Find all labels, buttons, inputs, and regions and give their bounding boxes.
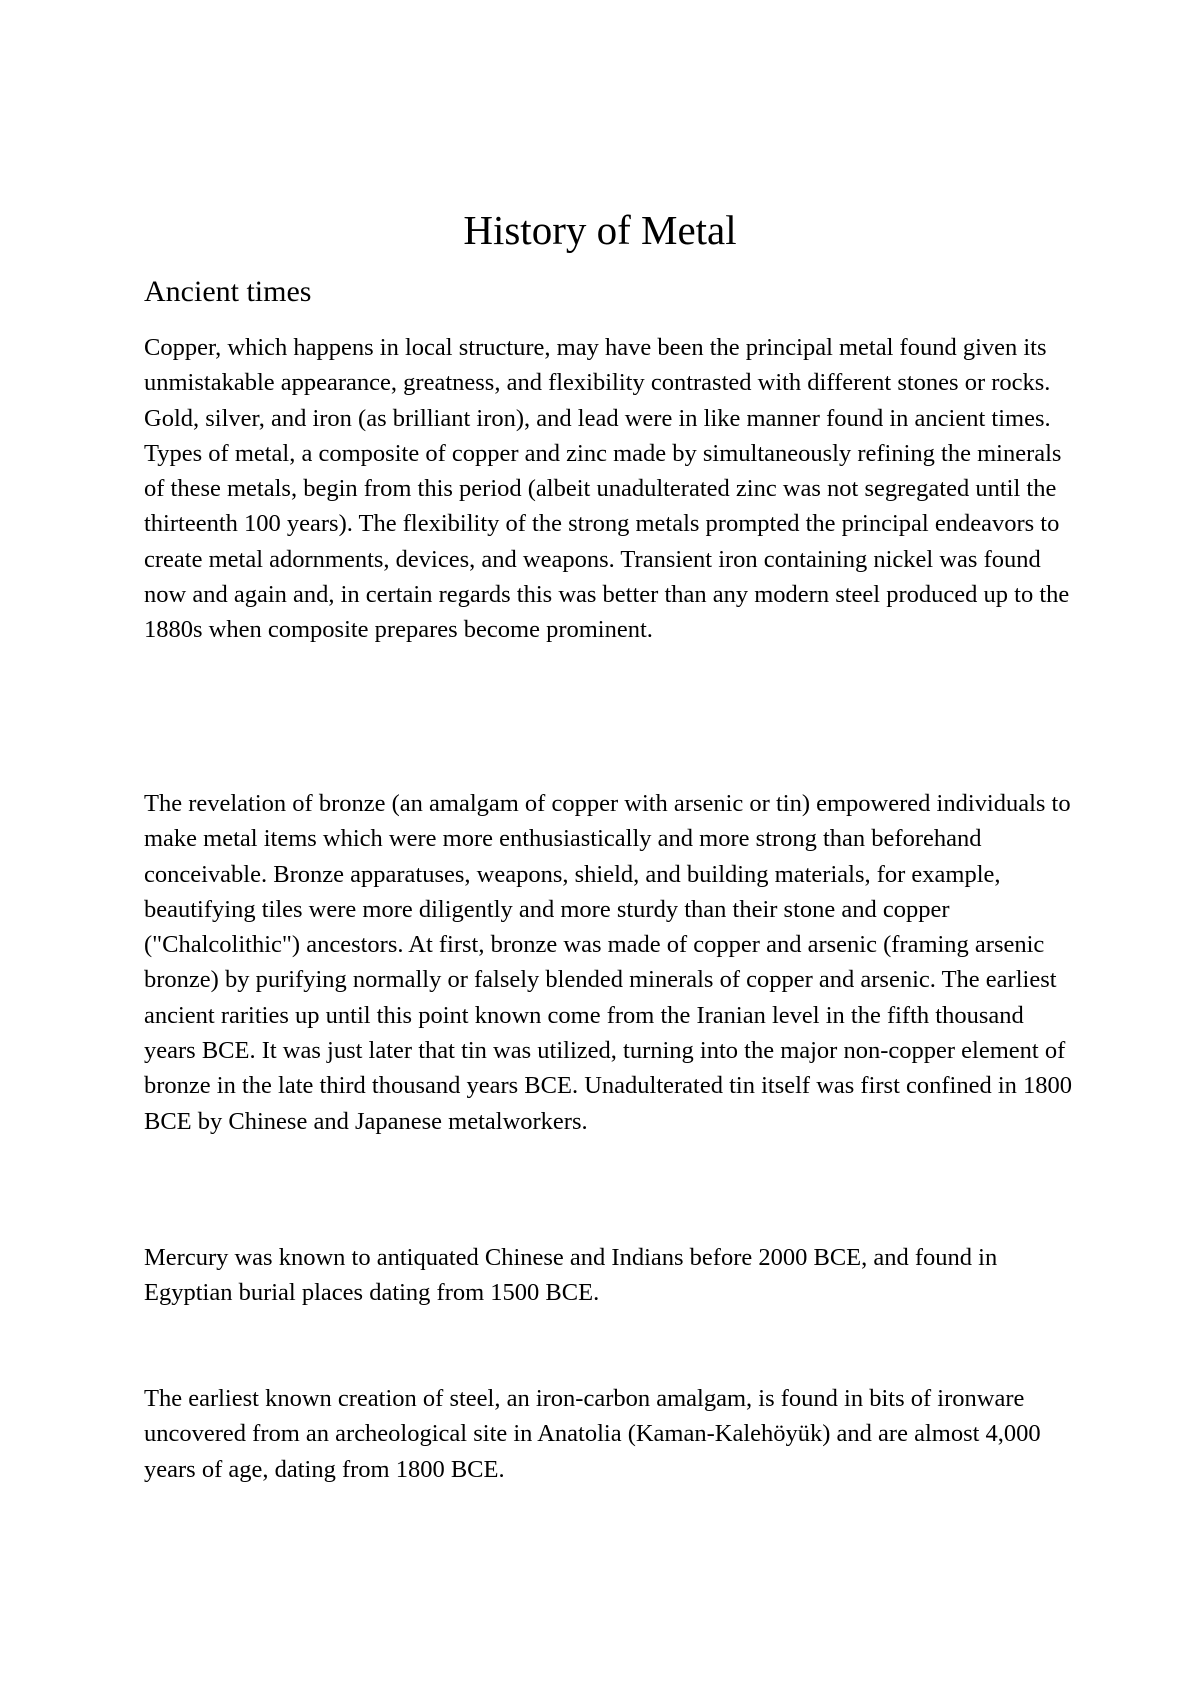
paragraph-copper: Copper, which happens in local structure, may have been the principal metal found given its unmistakable appearance, greatness, and flexibility contrasted with different stones or rocks. Gold, silver, and iron (as brilliant iron), and lead were in like manner found in ancient times. Types of metal, a composite of copper and zinc made by simultaneously refining the minerals of these metals, begin from this period (albeit unadulterated zinc was not segregated until the thirteenth 100 years). The flexibility of the strong metals prompted the principal endeavors to create metal adornments, devices, and weapons. Transient iron containing nickel was found now and again and, in certain regards this was better than any modern steel produced up to the 1880s when composite prepares become prominent. xyxy=(144,334,1070,644)
paragraph-mercury: Mercury was known to antiquated Chinese and Indians before 2000 BCE, and found in Egyptian burial places dating from 1500 BCE. xyxy=(144,1244,998,1307)
section-heading: Ancient times xyxy=(144,275,312,308)
paragraph-steel: The earliest known creation of steel, an iron-carbon amalgam, is found in bits of ironware uncovered from an archeological site in Anatolia (Kaman-Kalehöyük) and are almost 4,000 years of age, dating from 1800 BCE. xyxy=(144,1385,1041,1483)
paragraph-bronze: The revelation of bronze (an amalgam of copper with arsenic or tin) empowered individuals to make metal items which were more enthusiastically and more strong than beforehand conceivable. Bronze apparatuses, weapons, shield, and building materials, for example, beautifying tiles were more diligently and more sturdy than their stone and copper ("Chalcolithic") ancestors. At first, bronze was made of copper and arsenic (framing arsenic bronze) by purifying normally or falsely blended minerals of copper and arsenic. The earliest ancient rarities up until this point known come from the Iranian level in the fifth thousand years BCE. It was just later that tin was utilized, turning into the major non-copper element of bronze in the late third thousand years BCE. Unadulterated tin itself was first confined in 1800 BCE by Chinese and Japanese metalworkers. xyxy=(144,790,1073,1135)
document-title: History of Metal xyxy=(463,207,737,253)
